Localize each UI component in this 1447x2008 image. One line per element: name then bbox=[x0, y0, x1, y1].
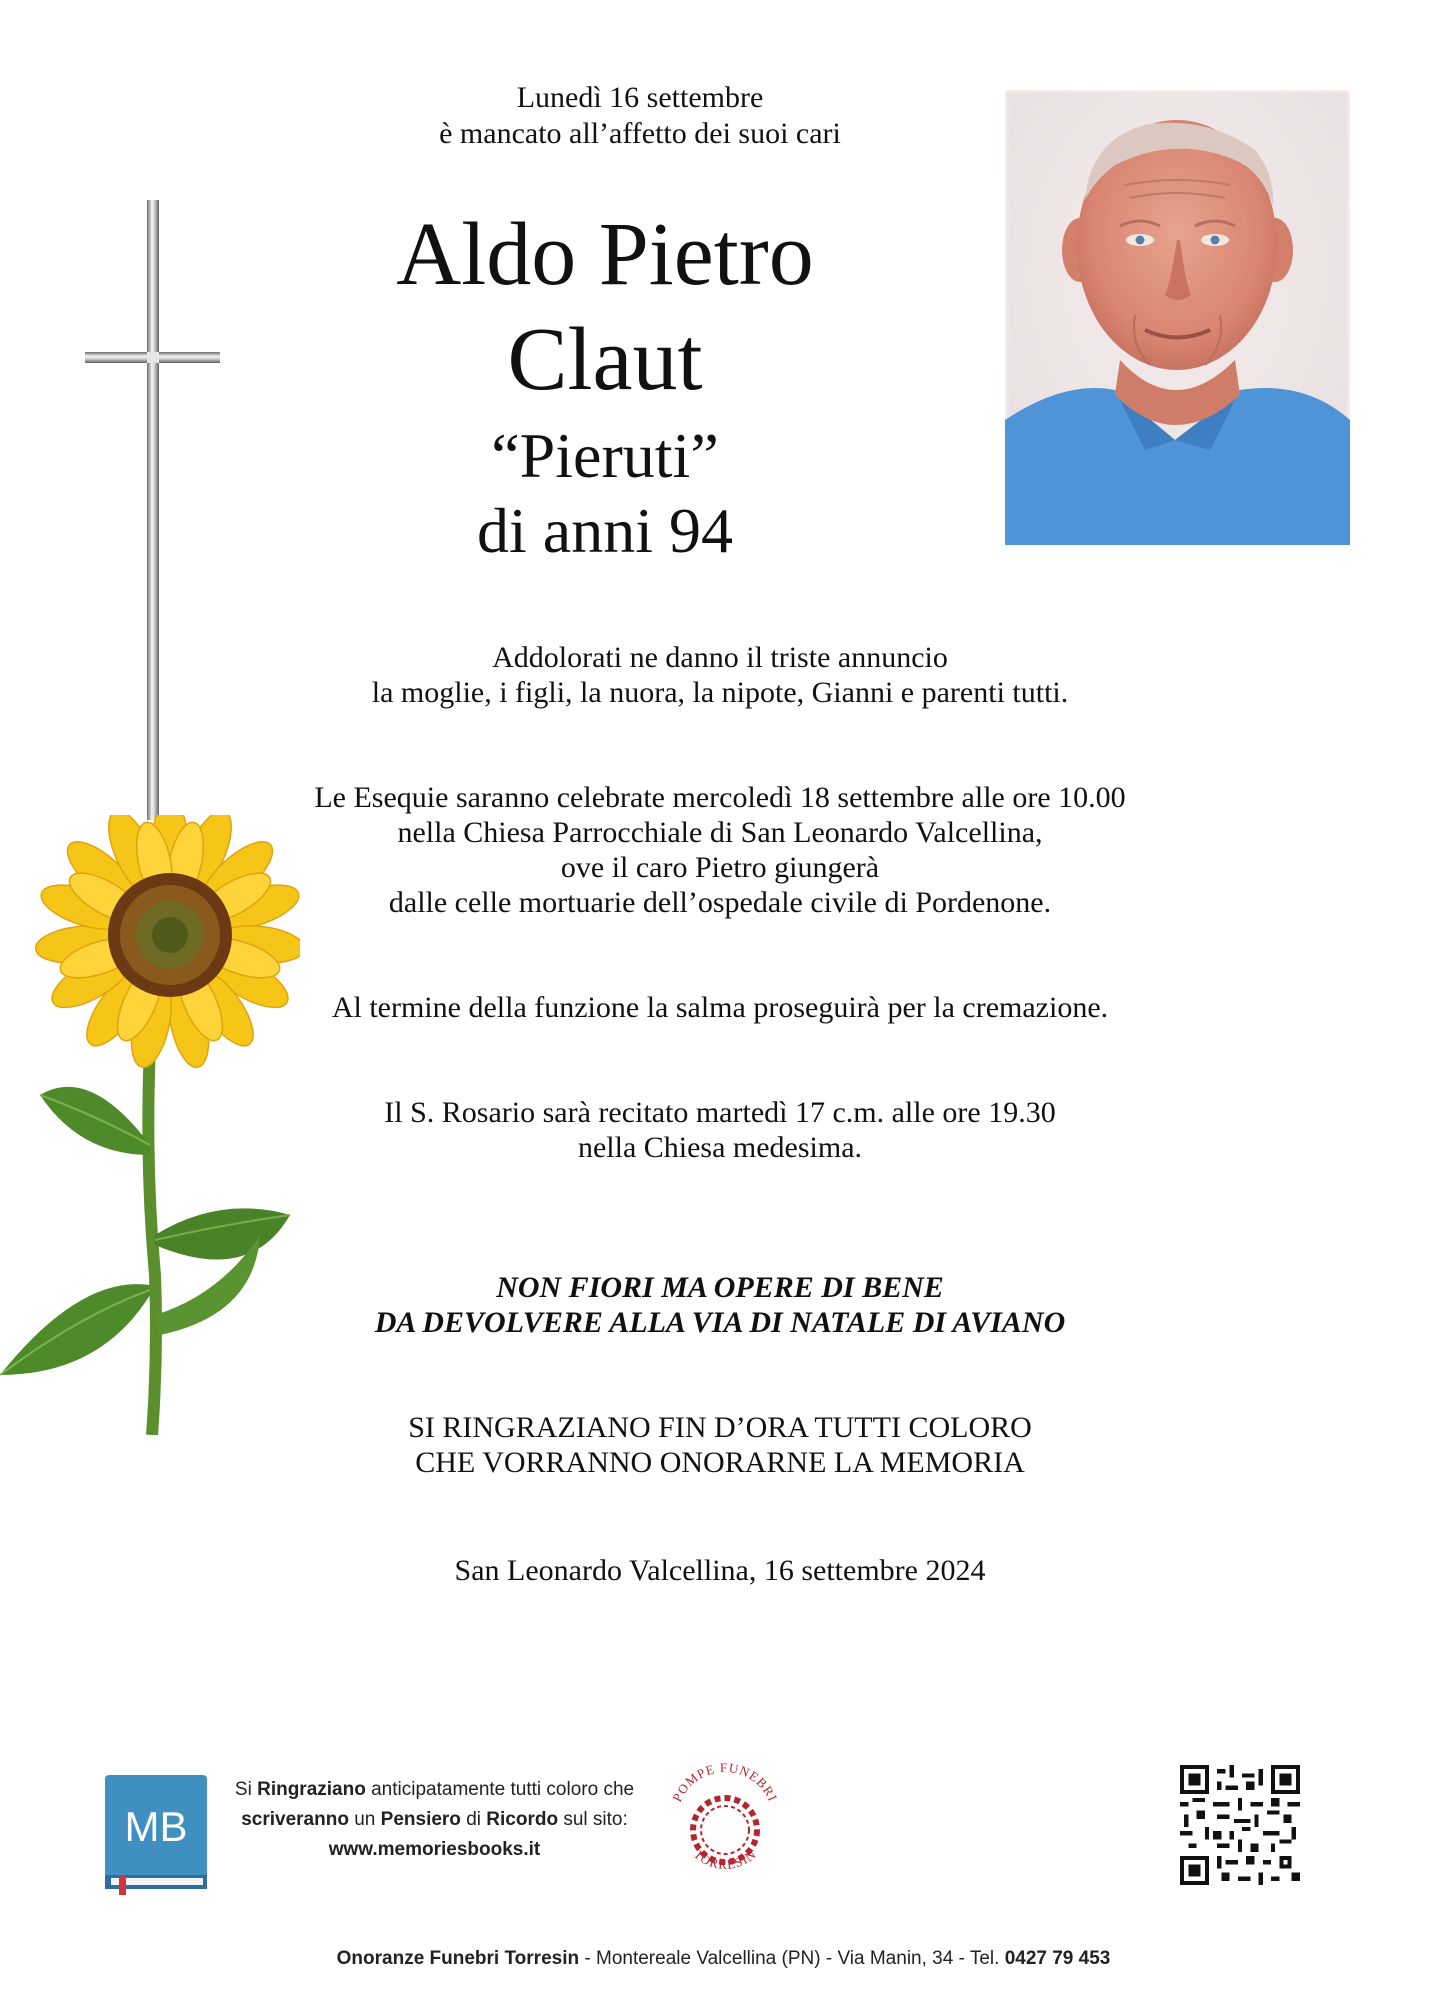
thanks-paragraph bbox=[260, 1410, 1180, 1480]
funeral-line-4: dalle celle mortuarie dell’ospedale civile di Pordenone. bbox=[388, 886, 1052, 919]
deceased-name-last: Claut bbox=[507, 310, 703, 409]
funeral-line-3: ove il caro Pietro giungerà bbox=[560, 851, 880, 884]
cremation-line-1: Al termine della funzione la salma proseguirà per la cremazione. bbox=[331, 991, 1109, 1024]
place-date-line: San Leonardo Valcellina, 16 settembre 2024 bbox=[454, 1554, 986, 1587]
qr-code-icon[interactable] bbox=[1180, 1765, 1300, 1885]
place-date bbox=[260, 1553, 1180, 1588]
deceased-nickname: “Pieruti” bbox=[491, 420, 719, 491]
passed-away-line: è mancato all’affetto dei suoi cari bbox=[439, 117, 841, 150]
funeral-paragraph bbox=[260, 780, 1180, 920]
thanks-line-1: SI RINGRAZIANO FIN D’ORA TUTTI COLORO bbox=[408, 1411, 1032, 1444]
mb-line-2 bbox=[212, 1805, 657, 1835]
thanks-line-2: CHE VORRANNO ONORARNE LA MEMORIA bbox=[415, 1446, 1025, 1479]
pompe-funebri-seal bbox=[665, 1745, 785, 1900]
funeral-line-2: nella Chiesa Parrocchiale di San Leonardo Valcellina, bbox=[397, 816, 1043, 849]
rosary-paragraph bbox=[260, 1095, 1180, 1165]
cremation-paragraph bbox=[260, 990, 1180, 1025]
memoriesbooks-link[interactable]: www.memoriesbooks.it bbox=[328, 1839, 541, 1860]
mb-text-part: Si bbox=[234, 1779, 258, 1800]
donation-paragraph bbox=[260, 1270, 1180, 1340]
donation-line-1: NON FIORI MA OPERE DI BENE bbox=[496, 1271, 944, 1304]
mb-url-line bbox=[212, 1835, 657, 1865]
donation-line-2: DA DEVOLVERE ALLA VIA DI NATALE DI AVIANO bbox=[374, 1306, 1066, 1339]
mb-text-part: un bbox=[348, 1809, 381, 1830]
announce-line-2: la moglie, i figli, la nuora, la nipote, Gianni e parenti tutti. bbox=[371, 676, 1069, 709]
mb-text-bold: Ricordo bbox=[486, 1809, 559, 1830]
seal-bottom-text: TORRESIN bbox=[690, 1846, 760, 1873]
footer-address: - Montereale Valcellina (PN) - Via Manin, 34 - Tel. bbox=[579, 1948, 1005, 1969]
mb-text-bold: Ringraziano bbox=[257, 1779, 366, 1800]
mb-text-part: anticipatamente tutti coloro che bbox=[365, 1779, 635, 1800]
footer-phone[interactable]: 0427 79 453 bbox=[1004, 1948, 1111, 1969]
mb-line-1 bbox=[212, 1775, 657, 1805]
svg-text:TORRESIN bbox=[691, 1846, 759, 1872]
cross-icon bbox=[85, 200, 220, 820]
mb-text-bold: Pensiero bbox=[380, 1809, 461, 1830]
mb-text-part: sul sito: bbox=[558, 1809, 628, 1830]
deceased-name-first: Aldo Pietro bbox=[396, 205, 814, 304]
date-line: Lunedì 16 settembre bbox=[516, 81, 764, 114]
deceased-age: di anni 94 bbox=[477, 495, 733, 566]
memoriesbooks-logo[interactable] bbox=[105, 1775, 207, 1895]
mb-text-bold: scriveranno bbox=[241, 1809, 349, 1830]
footer-company: Onoranze Funebri Torresin bbox=[336, 1948, 580, 1969]
mb-logo-text: MB bbox=[124, 1803, 188, 1850]
funeral-home-footer bbox=[0, 1948, 1447, 1970]
rosary-line-1: Il S. Rosario sarà recitato martedì 17 c.m. alle ore 19.30 bbox=[384, 1096, 1056, 1129]
funeral-line-1: Le Esequie saranno celebrate mercoledì 18 settembre alle ore 10.00 bbox=[314, 781, 1126, 814]
rosary-line-2: nella Chiesa medesima. bbox=[577, 1131, 863, 1164]
announcement-paragraph bbox=[260, 640, 1180, 710]
sunflower-icon bbox=[0, 815, 300, 1435]
announcement-header bbox=[330, 80, 950, 152]
portrait-photo bbox=[1005, 90, 1350, 545]
memoriesbooks-message bbox=[212, 1775, 657, 1865]
announce-line-1: Addolorati ne danno il triste annuncio bbox=[492, 641, 948, 674]
seal-top-text: POMPE FUNEBRI bbox=[669, 1759, 781, 1805]
mb-text-part: di bbox=[460, 1809, 487, 1830]
